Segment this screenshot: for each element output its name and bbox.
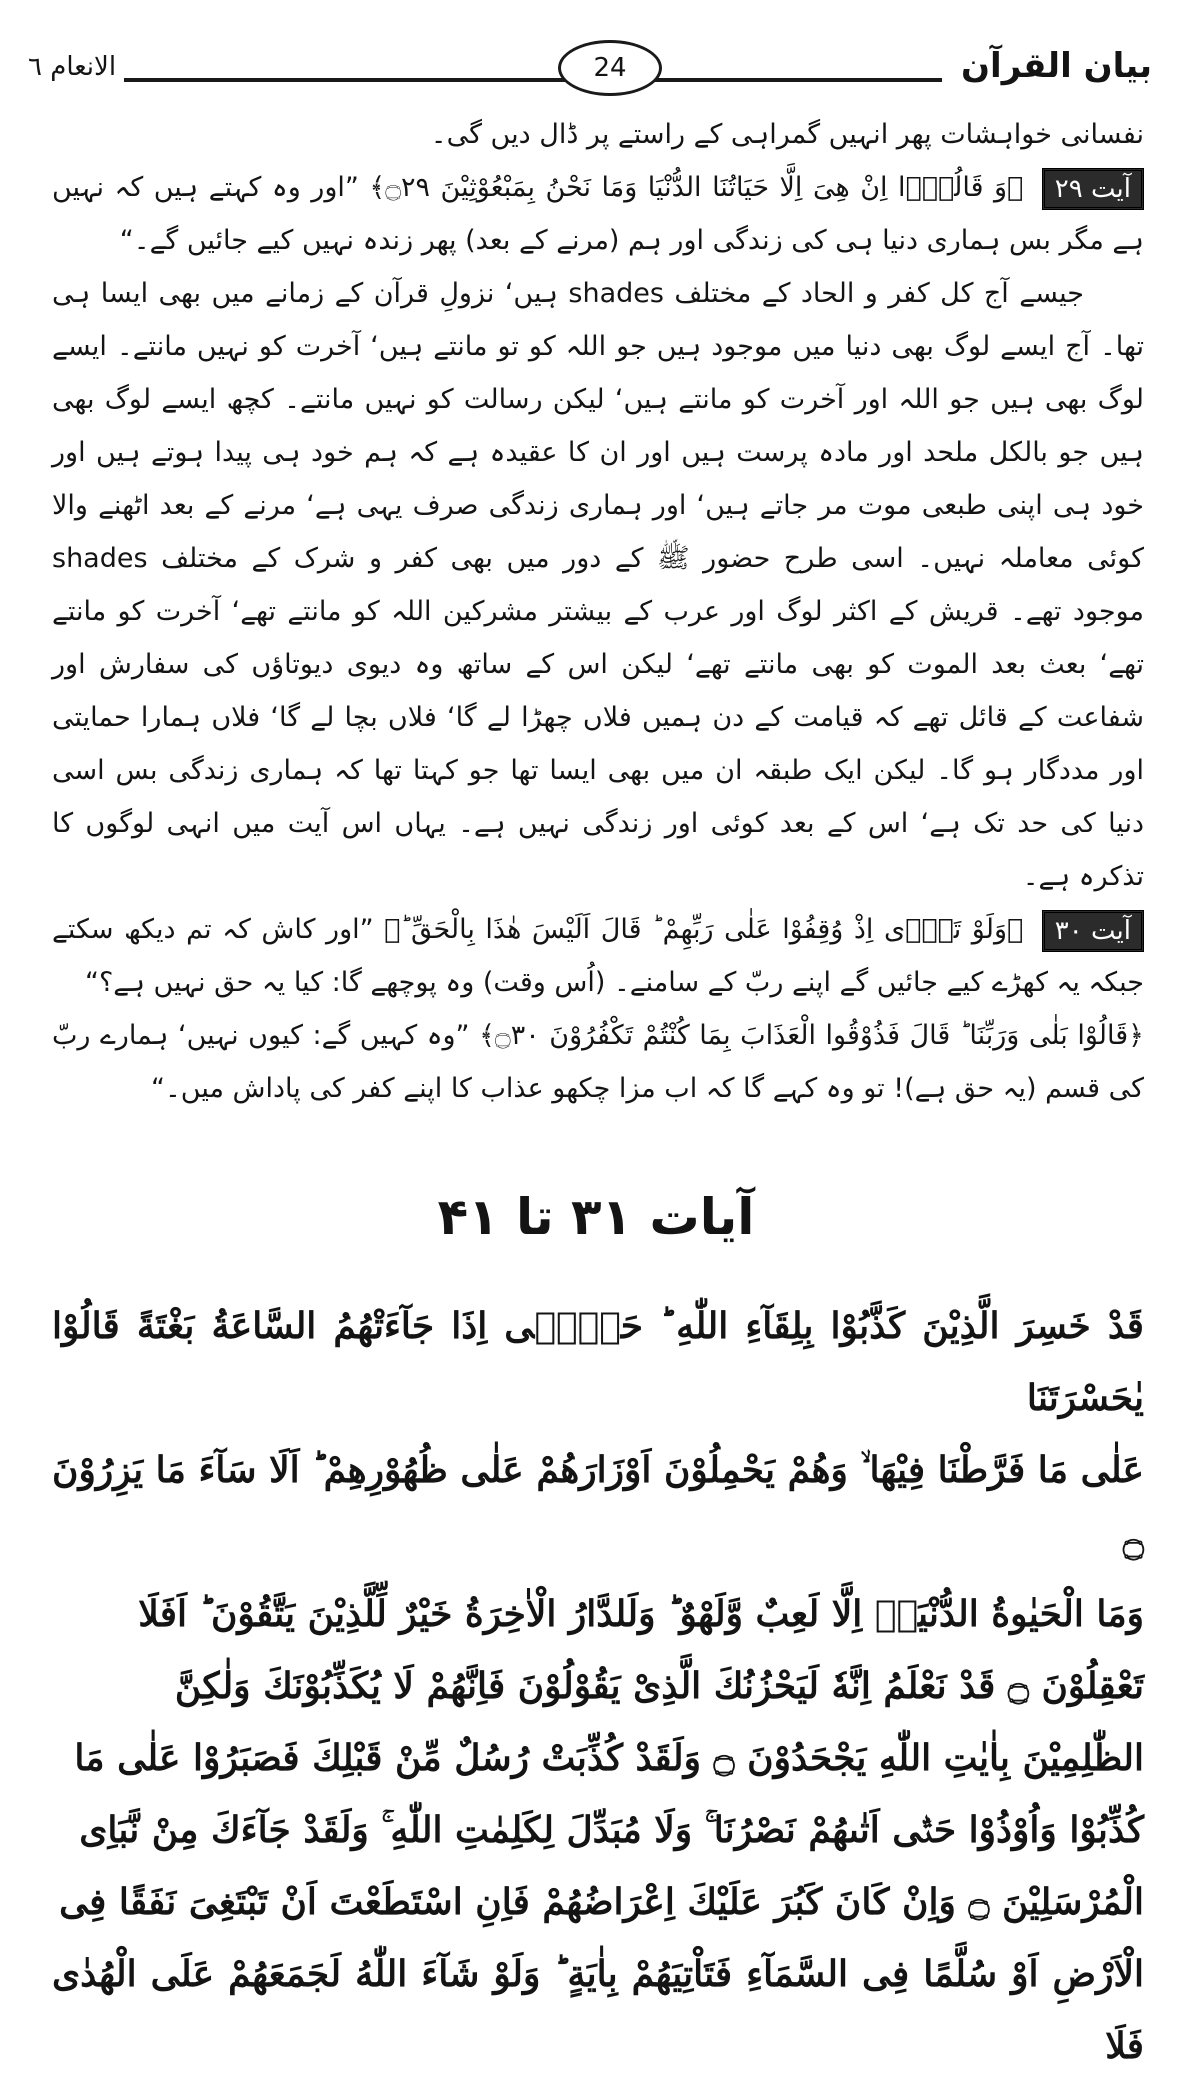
paragraph-commentary: جیسے آج کل کفر و الحاد کے مختلف shades ہیں‘ نزولِ قرآن کے زمانے میں بھی ایسا ہی تھا۔ آج ایسے لوگ بھی دنیا میں موجود ہیں جو اللہ کو تو مانتے ہیں‘ آخرت کو نہیں مانتے۔ ایسے لوگ بھی ہیں جو اللہ اور آخرت کو مانتے ہیں‘ لیکن رسالت کو نہیں مانتے۔ کچھ ایسے لوگ بھی ہیں جو بالکل ملحد اور مادہ پرست ہیں اور ان کا عقیدہ ہے کہ ہم خود ہی پیدا ہوتے ہیں اور خود ہی اپنی طبعی موت مر جاتے ہیں‘ اور ہماری زندگی صرف یہی ہے‘ مرنے کے بعد اٹھنے والا کوئی معاملہ نہیں۔ اسی طرح حضور ﷺ کے دور میں بھی کفر و شرک کے مختلف shades موجود تھے۔ قریش کے اکثر لوگ اور عرب کے بیشتر مشرکین اللہ کو مانتے تھے‘ آخرت کو مانتے تھے‘ بعث بعد الموت کو بھی مانتے تھے‘ لیکن اس کے ساتھ وہ دیوی دیوتاؤں کی سفارش اور شفاعت کے قائل تھے کہ قیامت کے دن ہمیں فلاں چھڑا لے گا‘ فلاں بچا لے گا‘ فلاں ہمارا حمایتی اور مددگار ہو گا۔ لیکن ایک طبقہ ان میں بھی ایسا تھا جو کہتا تھا کہ ہماری زندگی بس اسی دنیا کی حد تک ہے‘ اس کے بعد کوئی اور زندگی نہیں ہے۔ یہاں اس آیت میں انہی لوگوں کا تذکرہ ہے۔	[52, 278, 1144, 892]
ayah-30-arabic: ﴿وَلَوْ تَرٰۤی اِذْ وُقِفُوْا عَلٰی رَبِّهِمْ ؕ قَالَ اَلَیْسَ هٰذَا بِالْحَقِّ ؕ﴾	[384, 914, 1024, 945]
ayah-29-translation: ”اور وہ کہتے ہیں کہ نہیں ہے مگر بس ہماری دنیا ہی کی زندگی اور ہم (مرنے کے بعد) پھر زندہ نہیں کیے جائیں گے۔“	[52, 172, 1144, 256]
quran-line: الظّٰلِمِیْنَ بِاٰیٰتِ اللّٰهِ یَجْحَدُوْنَ ۝ وَلَقَدْ كُذِّبَتْ رُسُلٌ مِّنْ قَبْلِكَ فَصَبَرُوْا عَلٰی مَا	[74, 1737, 1144, 1779]
section-heading: آیات ۳۱ تا ۴۱	[437, 1188, 755, 1246]
ayah-30-tag: آیت ۳۰	[1042, 910, 1144, 952]
ayah-30-block	[52, 903, 1144, 1009]
ayah-29-arabic: ﴿وَ قَالُوْۤا اِنْ هِیَ اِلَّا حَیَاتُنَا الدُّنْیَا وَمَا نَحْنُ بِمَبْعُوْثِیْنَ ۝۲۹﴾	[369, 172, 1024, 203]
quran-line: الْاَرْضِ اَوْ سُلَّمًا فِی السَّمَآءِ فَتَاْتِیَهُمْ بِاٰیَةٍ ؕ وَلَوْ شَآءَ اللّٰهُ لَجَمَعَهُمْ عَلَی الْهُدٰی فَلَا	[52, 1953, 1144, 2067]
ayah-30b-translation: ”وہ کہیں گے: کیوں نہیں‘ ہمارے ربّ کی قسم (یہ حق ہے)! تو وہ کہے گا کہ اب مزا چکھو عذاب کا اپنے کفر کی پاداش میں۔“	[52, 1020, 1144, 1104]
ayah-30b-block	[52, 1009, 1144, 1115]
page-header	[28, 40, 1152, 102]
commentary-body	[52, 108, 1144, 1115]
quran-line: وَمَا الْحَیٰوةُ الدُّنْیَاۤ اِلَّا لَعِبٌ وَّلَهْوٌ ؕ وَلَلدَّارُ الْاٰخِرَةُ خَیْرٌ لِّلَّذِیْنَ یَتَّقُوْنَ ؕ اَفَلَا	[138, 1593, 1144, 1635]
quran-line: قَدْ خَسِرَ الَّذِیْنَ كَذَّبُوْا بِلِقَآءِ اللّٰهِ ؕ حَتّٰۤی اِذَا جَآءَتْهُمُ السَّاعَةُ بَغْتَةً قَالُوْا یٰحَسْرَتَنَا	[52, 1305, 1144, 1419]
quran-line: تَعْقِلُوْنَ ۝ قَدْ نَعْلَمُ اِنَّهٗ لَیَحْزُنُكَ الَّذِیْ یَقُوْلُوْنَ فَاِنَّهُمْ لَا یُكَذِّبُوْنَكَ وَلٰكِنَّ	[174, 1665, 1144, 1707]
ayah-30-translation: ”اور کاش کہ تم دیکھ سکتے جبکہ یہ کھڑے کیے جائیں گے اپنے ربّ کے سامنے۔ (اُس وقت) وہ پوچھے گا: کیا یہ حق نہیں ہے؟“	[52, 914, 1144, 998]
ayah-29-tag: آیت ۲۹	[1042, 168, 1144, 210]
quran-text-block	[52, 1290, 1144, 2082]
book-title: بیان القرآن	[953, 46, 1152, 86]
ayah-29-block	[52, 161, 1144, 267]
quran-line: عَلٰی مَا فَرَّطْنَا فِیْهَا ۙ وَهُمْ یَحْمِلُوْنَ اَوْزَارَهُمْ عَلٰی ظُهُوْرِهِمْ ؕ اَلَا سَآءَ مَا یَزِرُوْنَ ۝	[52, 1449, 1144, 1563]
quran-line: كُذِّبُوْا وَاُوْذُوْا حَتّٰۤی اَتٰىهُمْ نَصْرُنَا ۚ وَلَا مُبَدِّلَ لِكَلِمٰتِ اللّٰهِ ۚ وَلَقَدْ جَآءَكَ مِنْ نَّبَاِی	[79, 1809, 1144, 1851]
header-rule	[123, 78, 942, 82]
ayah-30b-arabic: ﴿قَالُوْا بَلٰی وَرَبِّنَا ؕ قَالَ فَذُوْقُوا الْعَذَابَ بِمَا كُنْتُمْ تَكْفُرُوْنَ ۝۳۰﴾	[479, 1020, 1144, 1051]
paragraph-intro: نفسانی خواہشات پھر انہیں گمراہی کے راستے پر ڈال دیں گی۔	[430, 119, 1144, 150]
quran-line: الْمُرْسَلِیْنَ ۝ وَاِنْ كَانَ كَبُرَ عَلَیْكَ اِعْرَاضُهُمْ فَاِنِ اسْتَطَعْتَ اَنْ تَبْتَغِیَ نَفَقًا فِی	[59, 1881, 1144, 1923]
surah-name: الانعام ٦	[28, 52, 124, 82]
page-number: 24	[558, 40, 662, 96]
